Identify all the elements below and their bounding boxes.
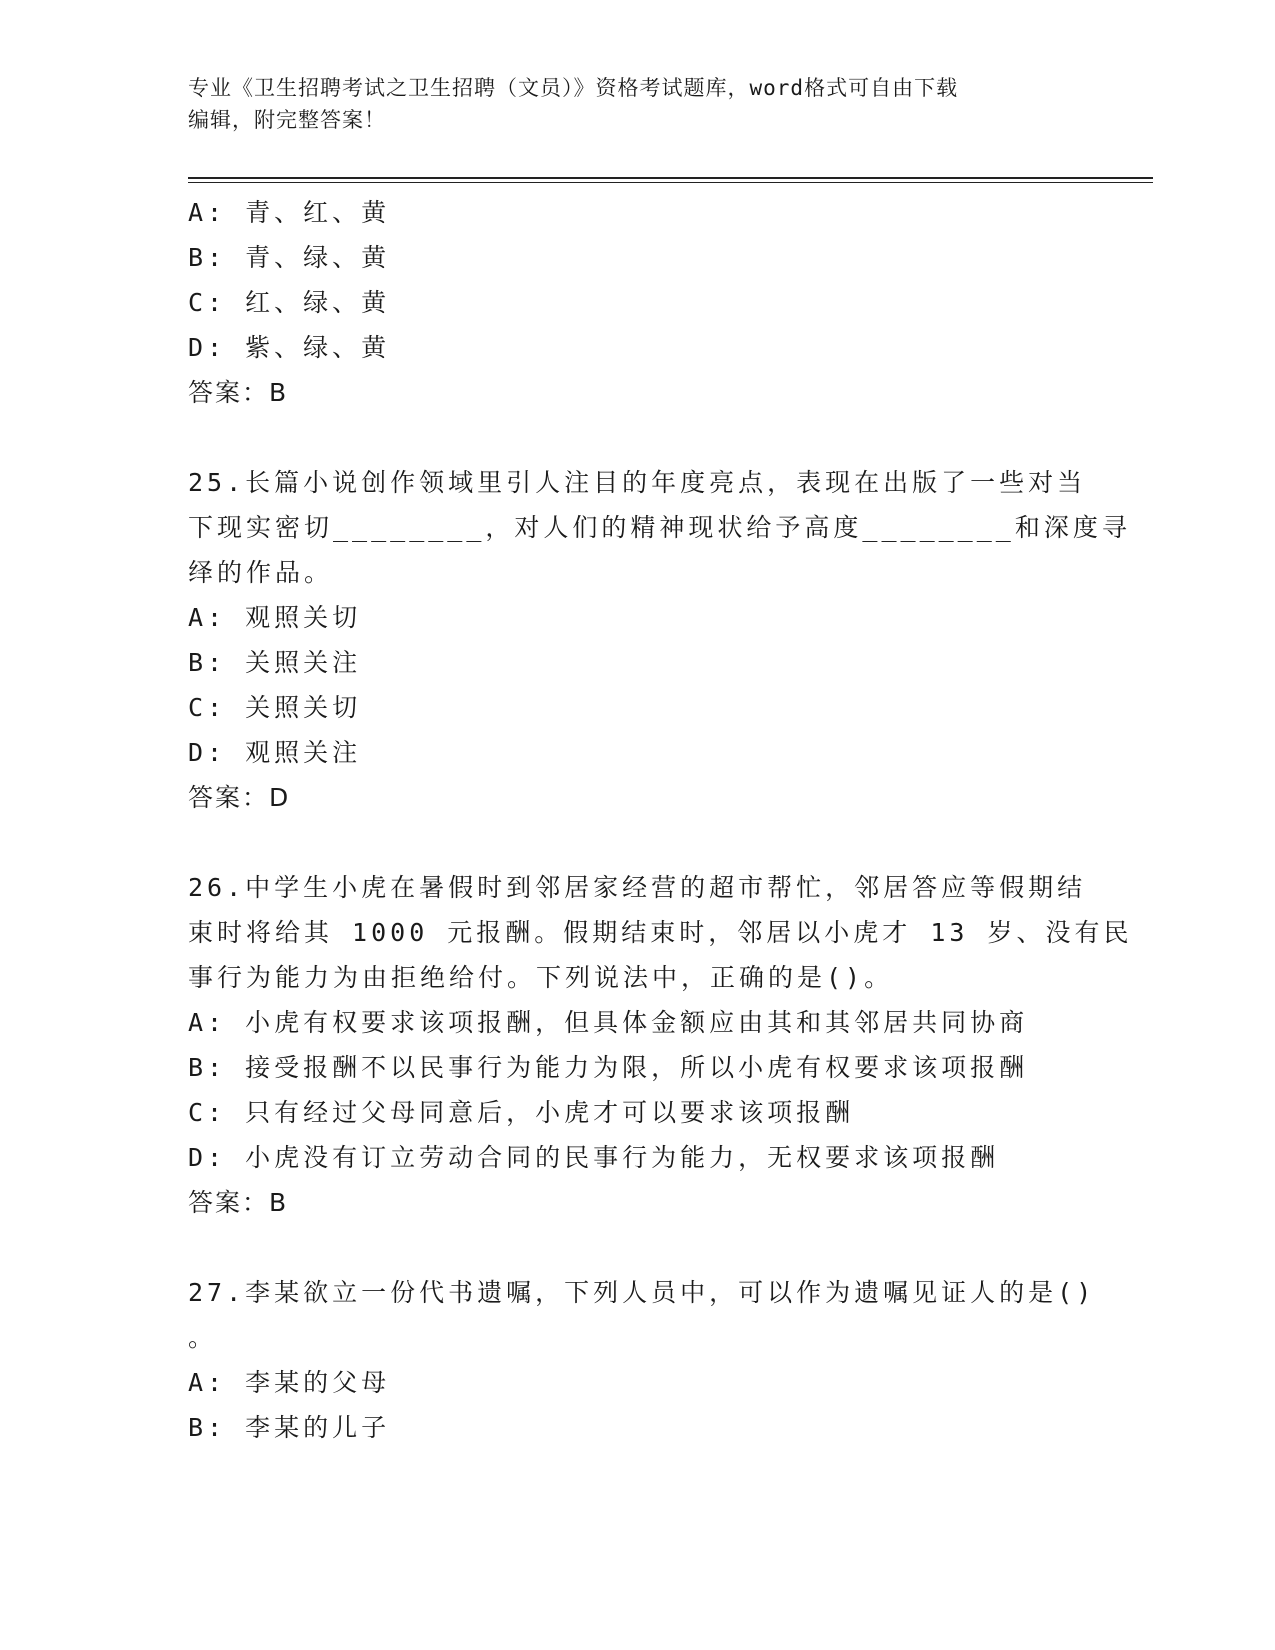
header-divider-thin (188, 182, 1153, 183)
option-d: D: 小虎没有订立劳动合同的民事行为能力，无权要求该项报酬 (188, 1143, 1000, 1172)
option-c: C: 关照关切 (188, 693, 362, 722)
header-line-2: 编辑，附完整答案！ (188, 108, 386, 132)
option-b: B: 关照关注 (188, 648, 362, 677)
option-a: A: 小虎有权要求该项报酬，但具体金额应由其和其邻居共同协商 (188, 1008, 1029, 1037)
option-c: C: 红、绿、黄 (188, 288, 391, 317)
answer: 答案：B (188, 1188, 289, 1217)
question-25-block (188, 460, 1131, 820)
option-b: B: 青、绿、黄 (188, 243, 391, 272)
option-a: A: 观照关切 (188, 603, 362, 632)
question-stem-line: 25.长篇小说创作领域里引人注目的年度亮点，表现在出版了一些对当 (188, 468, 1087, 497)
document-header (188, 72, 1088, 136)
option-d: D: 观照关注 (188, 738, 362, 767)
answer: 答案：D (188, 783, 291, 812)
question-stem-line: 绎的作品。 (188, 558, 334, 587)
question-stem-line: 事行为能力为由拒绝给付。下列说法中，正确的是()。 (188, 963, 894, 992)
question-27-block (188, 1270, 1096, 1450)
question-24-block (188, 190, 1088, 415)
question-stem-line: 下现实密切________，对人们的精神现状给予高度________和深度寻 (188, 513, 1131, 542)
option-c: C: 只有经过父母同意后，小虎才可以要求该项报酬 (188, 1098, 855, 1127)
header-line-1: 专业《卫生招聘考试之卫生招聘（文员）》资格考试题库，word格式可自由下载 (188, 76, 959, 100)
option-a: A: 青、红、黄 (188, 198, 391, 227)
question-26-block (188, 865, 1133, 1225)
header-divider-thick (188, 177, 1153, 179)
question-list (188, 190, 1133, 1450)
option-d: D: 紫、绿、黄 (188, 333, 391, 362)
option-b: B: 李某的儿子 (188, 1413, 391, 1442)
answer: 答案：B (188, 378, 289, 407)
option-b: B: 接受报酬不以民事行为能力为限，所以小虎有权要求该项报酬 (188, 1053, 1029, 1082)
question-stem-line: 26.中学生小虎在暑假时到邻居家经营的超市帮忙，邻居答应等假期结 (188, 873, 1087, 902)
question-stem-line: 。 (188, 1323, 218, 1352)
question-stem-line: 27.李某欲立一份代书遗嘱，下列人员中，可以作为遗嘱见证人的是() (188, 1278, 1096, 1307)
question-stem-line: 束时将给其 1000 元报酬。假期结束时，邻居以小虎才 13 岁、没有民 (188, 918, 1133, 947)
option-a: A: 李某的父母 (188, 1368, 391, 1397)
